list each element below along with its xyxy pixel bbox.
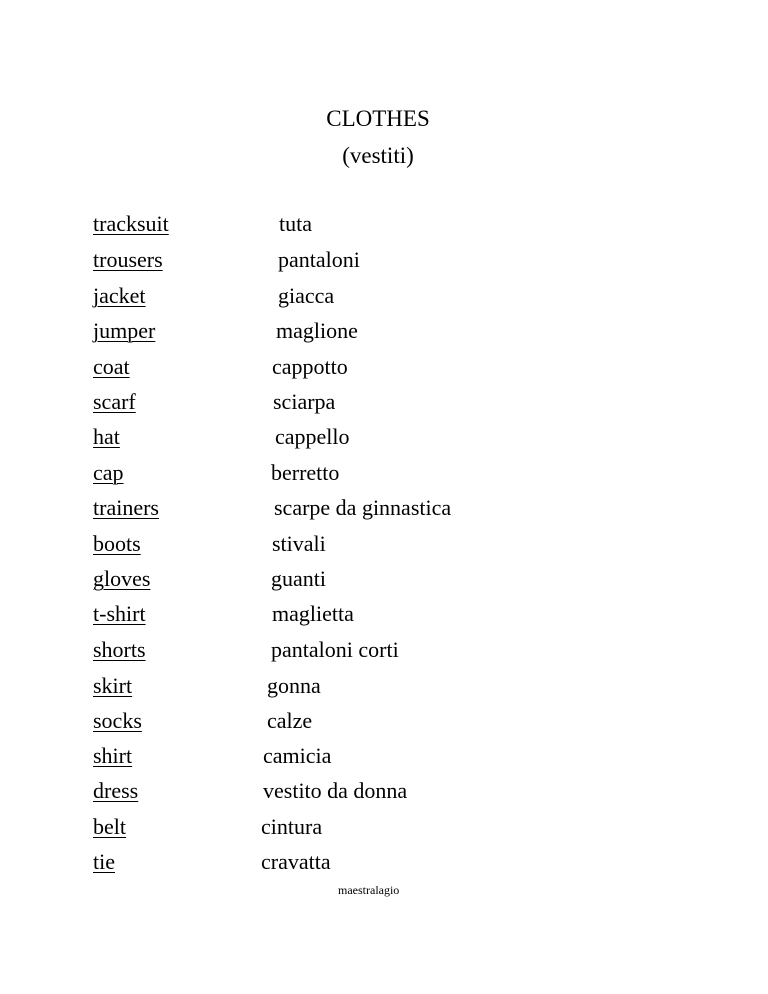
vocab-row-boots: [0, 531, 768, 561]
english-word: boots: [93, 531, 141, 556]
english-word: hat: [93, 424, 120, 449]
english-word: tie: [93, 849, 115, 874]
italian-translation: guanti: [271, 566, 326, 591]
italian-translation: pantaloni: [278, 247, 360, 272]
english-word: cap: [93, 460, 124, 485]
page-subtitle: (vestiti): [342, 143, 414, 168]
italian-translation: cintura: [261, 814, 323, 839]
italian-translation: pantaloni corti: [271, 637, 399, 662]
vocab-row-belt: [0, 814, 768, 844]
vocab-row-skirt: [0, 673, 768, 703]
english-word: belt: [93, 814, 126, 839]
italian-translation: maglietta: [272, 601, 354, 626]
italian-translation: camicia: [263, 743, 332, 768]
vocab-row-t-shirt: [0, 601, 768, 631]
english-word: t-shirt: [93, 601, 146, 626]
vocab-row-coat: [0, 354, 768, 384]
vocab-row-scarf: [0, 389, 768, 419]
vocab-row-jacket: [0, 283, 768, 313]
italian-translation: tuta: [279, 211, 312, 236]
vocab-row-gloves: [0, 566, 768, 596]
vocab-row-shorts: [0, 637, 768, 667]
english-word: dress: [93, 778, 139, 803]
english-word: shorts: [93, 637, 146, 662]
english-word: jacket: [93, 283, 146, 308]
italian-translation: berretto: [271, 460, 340, 485]
english-word: coat: [93, 354, 130, 379]
english-word: gloves: [93, 566, 151, 591]
english-word: skirt: [93, 673, 133, 698]
italian-translation: cappello: [275, 424, 350, 449]
footer-signature: maestralagio: [338, 883, 400, 897]
page-title: CLOTHES: [326, 106, 430, 131]
italian-translation: stivali: [272, 531, 326, 556]
italian-translation: cappotto: [272, 354, 348, 379]
english-word: trousers: [93, 247, 163, 272]
italian-translation: cravatta: [261, 849, 331, 874]
english-word: shirt: [93, 743, 133, 768]
english-word: scarf: [93, 389, 136, 414]
italian-translation: calze: [267, 708, 313, 733]
italian-translation: maglione: [276, 318, 358, 343]
vocab-row-cap: [0, 460, 768, 490]
italian-translation: scarpe da ginnastica: [274, 495, 452, 520]
vocab-row-hat: [0, 424, 768, 454]
english-word: tracksuit: [93, 211, 169, 236]
vocab-row-socks: [0, 708, 768, 738]
italian-translation: sciarpa: [273, 389, 336, 414]
vocab-row-tie: [0, 849, 768, 879]
italian-translation: gonna: [267, 673, 321, 698]
vocab-row-trainers: [0, 495, 768, 525]
italian-translation: giacca: [278, 283, 335, 308]
english-word: jumper: [93, 318, 156, 343]
vocab-row-dress: [0, 778, 768, 808]
vocab-row-jumper: [0, 318, 768, 348]
vocab-row-trousers: [0, 247, 768, 277]
vocab-row-tracksuit: [0, 211, 768, 241]
english-word: trainers: [93, 495, 159, 520]
italian-translation: vestito da donna: [263, 778, 408, 803]
vocab-row-shirt: [0, 743, 768, 773]
english-word: socks: [93, 708, 142, 733]
